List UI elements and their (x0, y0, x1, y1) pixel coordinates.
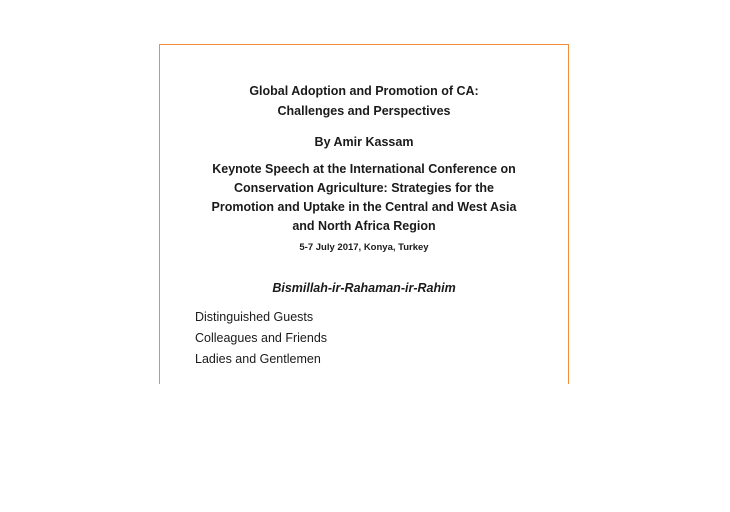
keynote-description (160, 160, 568, 236)
salutation-line: Distinguished Guests (195, 310, 314, 324)
document-page (159, 44, 569, 384)
salutations-list (195, 307, 327, 370)
keynote-line-3: Promotion and Uptake in the Central and West Asia (211, 200, 517, 214)
keynote-line-1: Keynote Speech at the International Conference on (212, 162, 516, 176)
salutation-line: Ladies and Gentlemen (195, 352, 321, 366)
greeting: Bismillah-ir-Rahaman-ir-Rahim (272, 281, 456, 295)
author-byline: By Amir Kassam (314, 135, 414, 149)
keynote-line-2: Conservation Agriculture: Strategies for the (234, 181, 494, 195)
salutation-line: Colleagues and Friends (195, 331, 328, 345)
title-line-1: Global Adoption and Promotion of CA: (249, 84, 479, 98)
title-line-2: Challenges and Perspectives (277, 104, 451, 118)
keynote-line-4: and North Africa Region (292, 219, 436, 233)
document-title (160, 81, 568, 121)
date-location: 5-7 July 2017, Konya, Turkey (299, 242, 429, 253)
